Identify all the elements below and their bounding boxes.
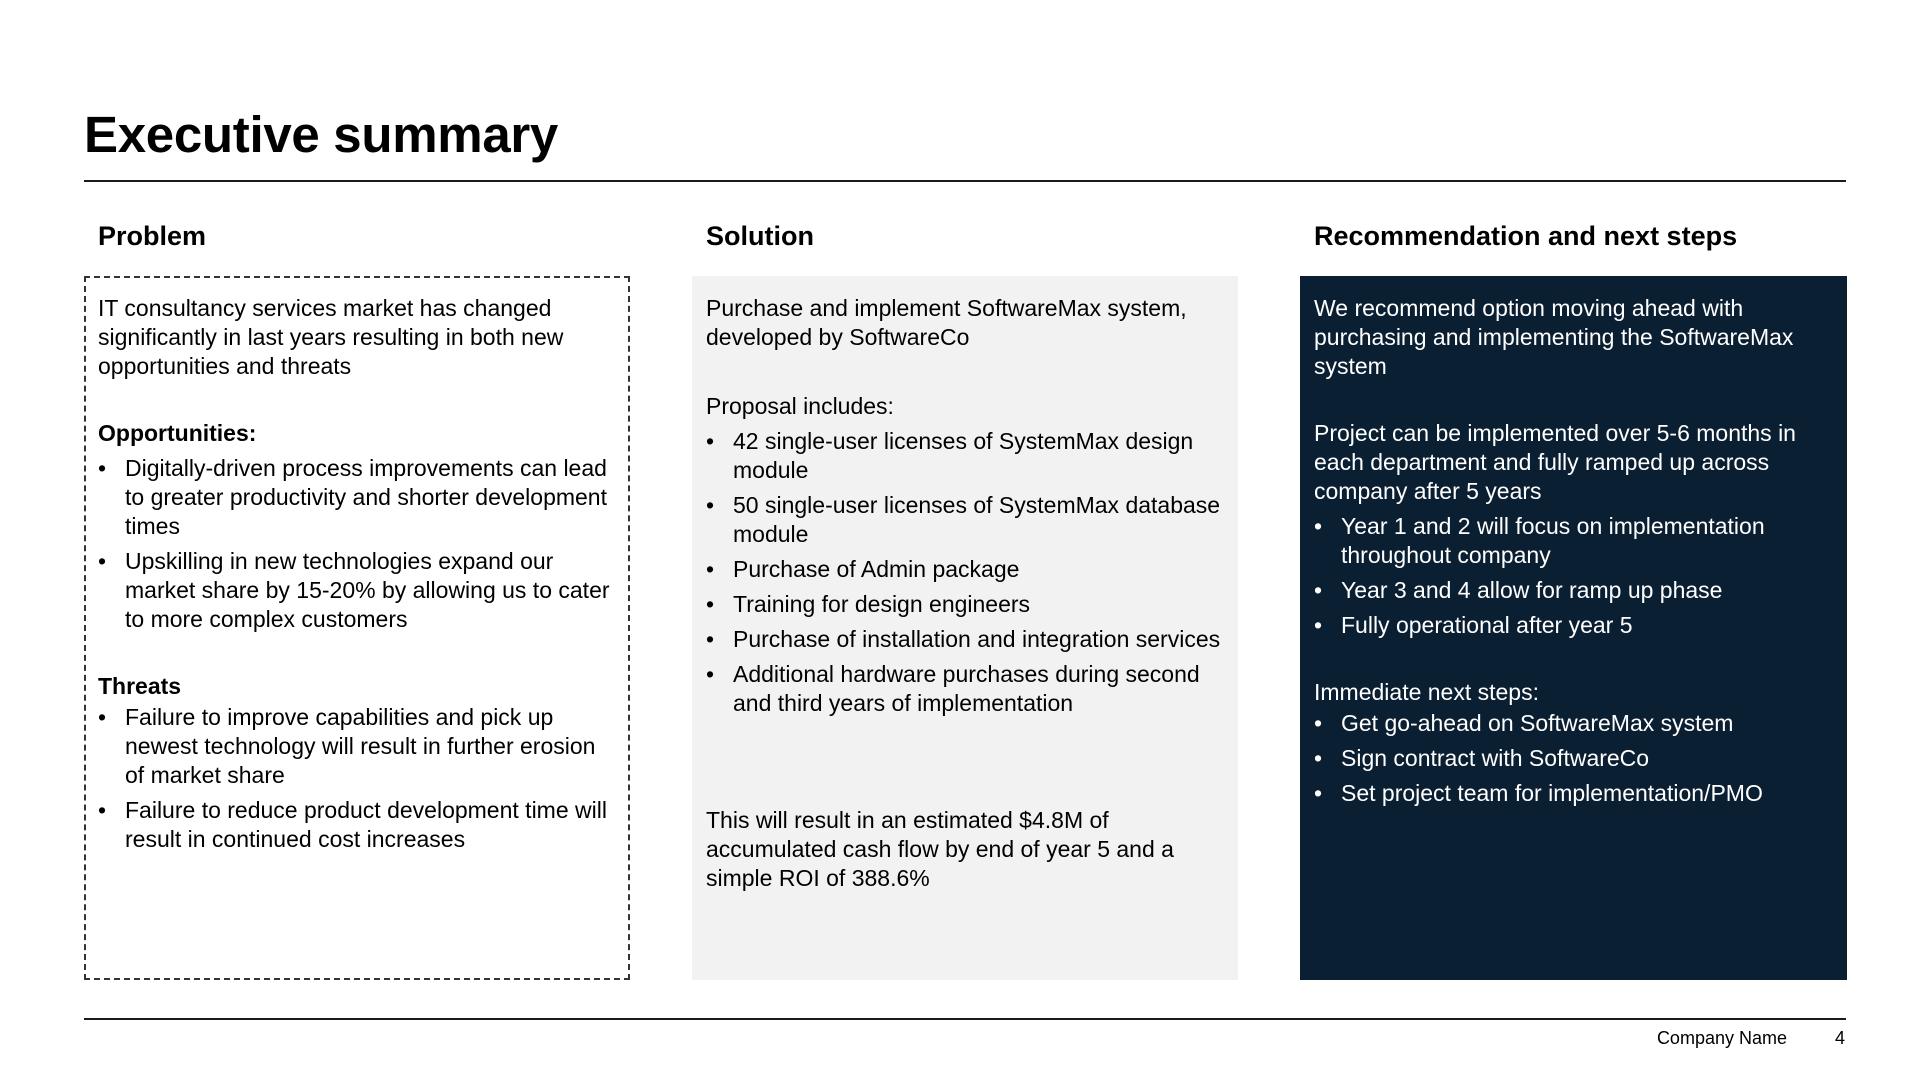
recommendation-heading: Recommendation and next steps bbox=[1314, 221, 1738, 251]
bullet-icon: • bbox=[98, 455, 107, 481]
proposal-text: Purchase of Admin package bbox=[733, 556, 1020, 582]
list-item bbox=[1314, 576, 1833, 605]
proposal-list bbox=[706, 427, 1224, 718]
next-step-text: Set project team for implementation/PMO bbox=[1341, 780, 1763, 806]
list-item bbox=[98, 547, 614, 634]
timeline-list bbox=[1314, 512, 1833, 640]
threat-text: Failure to improve capabilities and pick up newest technology will result in further erosion of market share bbox=[125, 704, 596, 788]
bullet-icon: • bbox=[1314, 780, 1323, 806]
problem-heading: Problem bbox=[98, 221, 207, 251]
bullet-icon: • bbox=[706, 626, 715, 652]
timeline-text: Fully operational after year 5 bbox=[1341, 612, 1633, 638]
bullet-icon: • bbox=[98, 548, 107, 574]
next-steps-label: Immediate next steps: bbox=[1314, 679, 1539, 705]
list-item bbox=[706, 555, 1224, 584]
solution-intro: Purchase and implement SoftwareMax system, developed by SoftwareCo bbox=[706, 295, 1187, 350]
bullet-icon: • bbox=[706, 661, 715, 687]
list-item bbox=[1314, 709, 1833, 738]
list-item bbox=[1314, 611, 1833, 640]
footer-divider bbox=[84, 1018, 1846, 1020]
bullet-icon: • bbox=[1314, 745, 1323, 771]
problem-panel bbox=[84, 276, 630, 980]
bullet-icon: • bbox=[98, 797, 107, 823]
next-step-text: Get go-ahead on SoftwareMax system bbox=[1341, 710, 1734, 736]
opportunities-list bbox=[98, 454, 614, 634]
bullet-icon: • bbox=[706, 492, 715, 518]
recommendation-intro: We recommend option moving ahead with purchasing and implementing the SoftwareMax system bbox=[1314, 295, 1794, 379]
threats-label: Threats bbox=[98, 673, 182, 699]
page-number: 4 bbox=[1834, 1028, 1845, 1048]
proposal-text: Training for design engineers bbox=[733, 591, 1031, 617]
proposal-text: Additional hardware purchases during second and third years of implementation bbox=[733, 661, 1200, 716]
bullet-icon: • bbox=[706, 428, 715, 454]
bullet-icon: • bbox=[1314, 513, 1323, 539]
opportunity-text: Upskilling in new technologies expand our market share by 15-20% by allowing us to cater to more complex customers bbox=[125, 548, 610, 632]
list-item bbox=[706, 427, 1224, 485]
next-step-text: Sign contract with SoftwareCo bbox=[1341, 745, 1650, 771]
bullet-icon: • bbox=[1314, 577, 1323, 603]
timeline-text: Year 1 and 2 will focus on implementation throughout company bbox=[1341, 513, 1765, 568]
list-item bbox=[706, 590, 1224, 619]
title-divider bbox=[84, 180, 1846, 182]
list-item bbox=[1314, 744, 1833, 773]
list-item bbox=[98, 454, 614, 541]
next-steps-list bbox=[1314, 709, 1833, 808]
recommendation-panel bbox=[1300, 276, 1847, 980]
problem-intro: IT consultancy services market has changed significantly in last years resulting in both new opportunities and threats bbox=[98, 295, 564, 379]
bullet-icon: • bbox=[98, 704, 107, 730]
proposal-text: 50 single-user licenses of SystemMax database module bbox=[733, 492, 1221, 547]
opportunities-label: Opportunities: bbox=[98, 420, 257, 446]
recommendation-timeline: Project can be implemented over 5-6 months in each department and fully ramped up across company after 5 years bbox=[1314, 420, 1796, 504]
footer-company-name: Company Name bbox=[1656, 1028, 1787, 1048]
list-item bbox=[706, 491, 1224, 549]
list-item bbox=[1314, 779, 1833, 808]
list-item bbox=[98, 703, 614, 790]
list-item bbox=[98, 796, 614, 854]
proposal-label: Proposal includes: bbox=[706, 393, 894, 419]
bullet-icon: • bbox=[1314, 612, 1323, 638]
proposal-text: 42 single-user licenses of SystemMax design module bbox=[733, 428, 1194, 483]
bullet-icon: • bbox=[706, 556, 715, 582]
proposal-text: Purchase of installation and integration services bbox=[733, 626, 1221, 652]
list-item bbox=[1314, 512, 1833, 570]
solution-result: This will result in an estimated $4.8M of accumulated cash flow by end of year 5 and a simple ROI of 388.6% bbox=[706, 807, 1174, 891]
list-item bbox=[706, 625, 1224, 654]
solution-heading: Solution bbox=[706, 221, 814, 251]
list-item bbox=[706, 660, 1224, 718]
bullet-icon: • bbox=[706, 591, 715, 617]
slide-title: Executive summary bbox=[84, 106, 558, 163]
solution-panel bbox=[692, 276, 1238, 980]
threats-list bbox=[98, 703, 614, 854]
timeline-text: Year 3 and 4 allow for ramp up phase bbox=[1341, 577, 1723, 603]
opportunity-text: Digitally-driven process improvements can lead to greater productivity and shorter development times bbox=[125, 455, 607, 539]
bullet-icon: • bbox=[1314, 710, 1323, 736]
threat-text: Failure to reduce product development time will result in continued cost increases bbox=[125, 797, 607, 852]
